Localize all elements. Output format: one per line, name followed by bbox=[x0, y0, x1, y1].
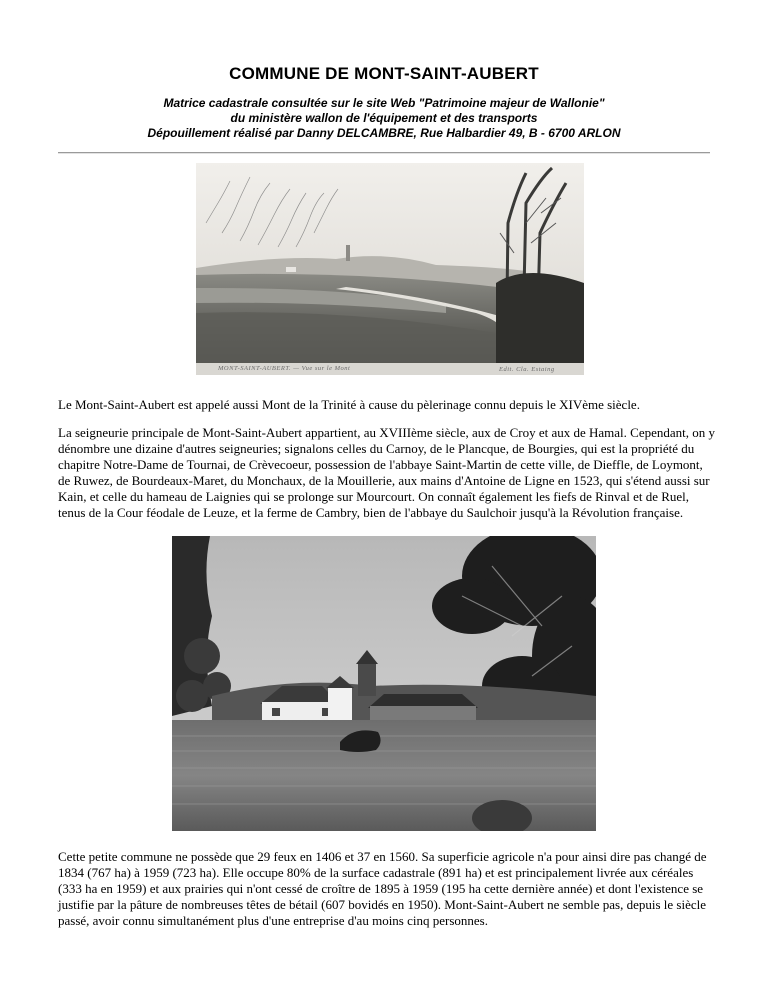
postcard-caption-left: MONT-SAINT-AUBERT. — Vue sur le Mont bbox=[218, 365, 351, 372]
village-photo bbox=[172, 536, 596, 831]
page-subtitle bbox=[0, 96, 768, 141]
paragraph-statistics: Cette petite commune ne possède que 29 feux en 1406 et 37 en 1560. Sa superficie agricole n'a pour ainsi dire pas changé de 1834 (767 ha) à 1959 (723 ha). Elle occupe 80% de la surface cadastrale (891 ha) et est principalement livrée aux céréales (333 ha en 1959) et aux prairies qui n'ont cessé de croître de 1895 à 1959 (195 ha cette dernière année) et dont l'existence se justifie par la pâture de nombreuses têtes de bétail (607 bovidés en 1950). Mont-Saint-Aubert ne semble pas, depuis le siècle passé, avoir connu simultanément plus d'une entreprise d'au moins cinq personnes. bbox=[58, 849, 707, 928]
village-photo-graphic bbox=[172, 536, 596, 831]
subtitle-line-ministry: du ministère wallon de l'équipement et des transports bbox=[230, 111, 538, 125]
header-divider bbox=[58, 152, 710, 154]
page-title: COMMUNE DE MONT-SAINT-AUBERT bbox=[229, 64, 539, 83]
subtitle-line-author: Dépouillement réalisé par Danny DELCAMBRE, Rue Halbardier 49, B - 6700 ARLON bbox=[147, 126, 621, 140]
subtitle-line-source: Matrice cadastrale consultée sur le site Web "Patrimoine majeur de Wallonie" bbox=[163, 96, 605, 110]
postcard-caption-right: Edit. Cla. Estaing bbox=[499, 366, 555, 373]
postcard-image bbox=[196, 163, 584, 375]
paragraph-intro: Le Mont-Saint-Aubert est appelé aussi Mont de la Trinité à cause du pèlerinage connu depuis le XIVème siècle. bbox=[58, 397, 640, 412]
paragraph-seigneurie: La seigneurie principale de Mont-Saint-Aubert appartient, au XVIIIème siècle, aux de Croy et aux de Hamal. Cependant, on y dénombre une dizaine d'autres seigneuries; signalons celles du Carnoy, de le Plancque, de Bourgies, qui est la propriété du chapitre Notre-Dame de Tournai, de Crèvecoeur, possession de l'abbaye Saint-Martin de cette ville, de Dieffle, de Loymont, de Ruwez, de Bourdeaux-Maret, du Monchaux, de la Mouillerie, aux mains d'Antoine de Ligne en 1523, qui s'étend aussi sur Kain, et celle du hameau de Laignies qui se prolonge sur Mourcourt. On connaît également les fiefs de Rinval et de Ruel, tenus de la Cour féodale de Leuze, et la ferme de Cambry, bien de l'abbaye du Saulchoir jusqu'à la Révolution française. bbox=[58, 425, 715, 520]
postcard-landscape-graphic bbox=[196, 163, 584, 375]
